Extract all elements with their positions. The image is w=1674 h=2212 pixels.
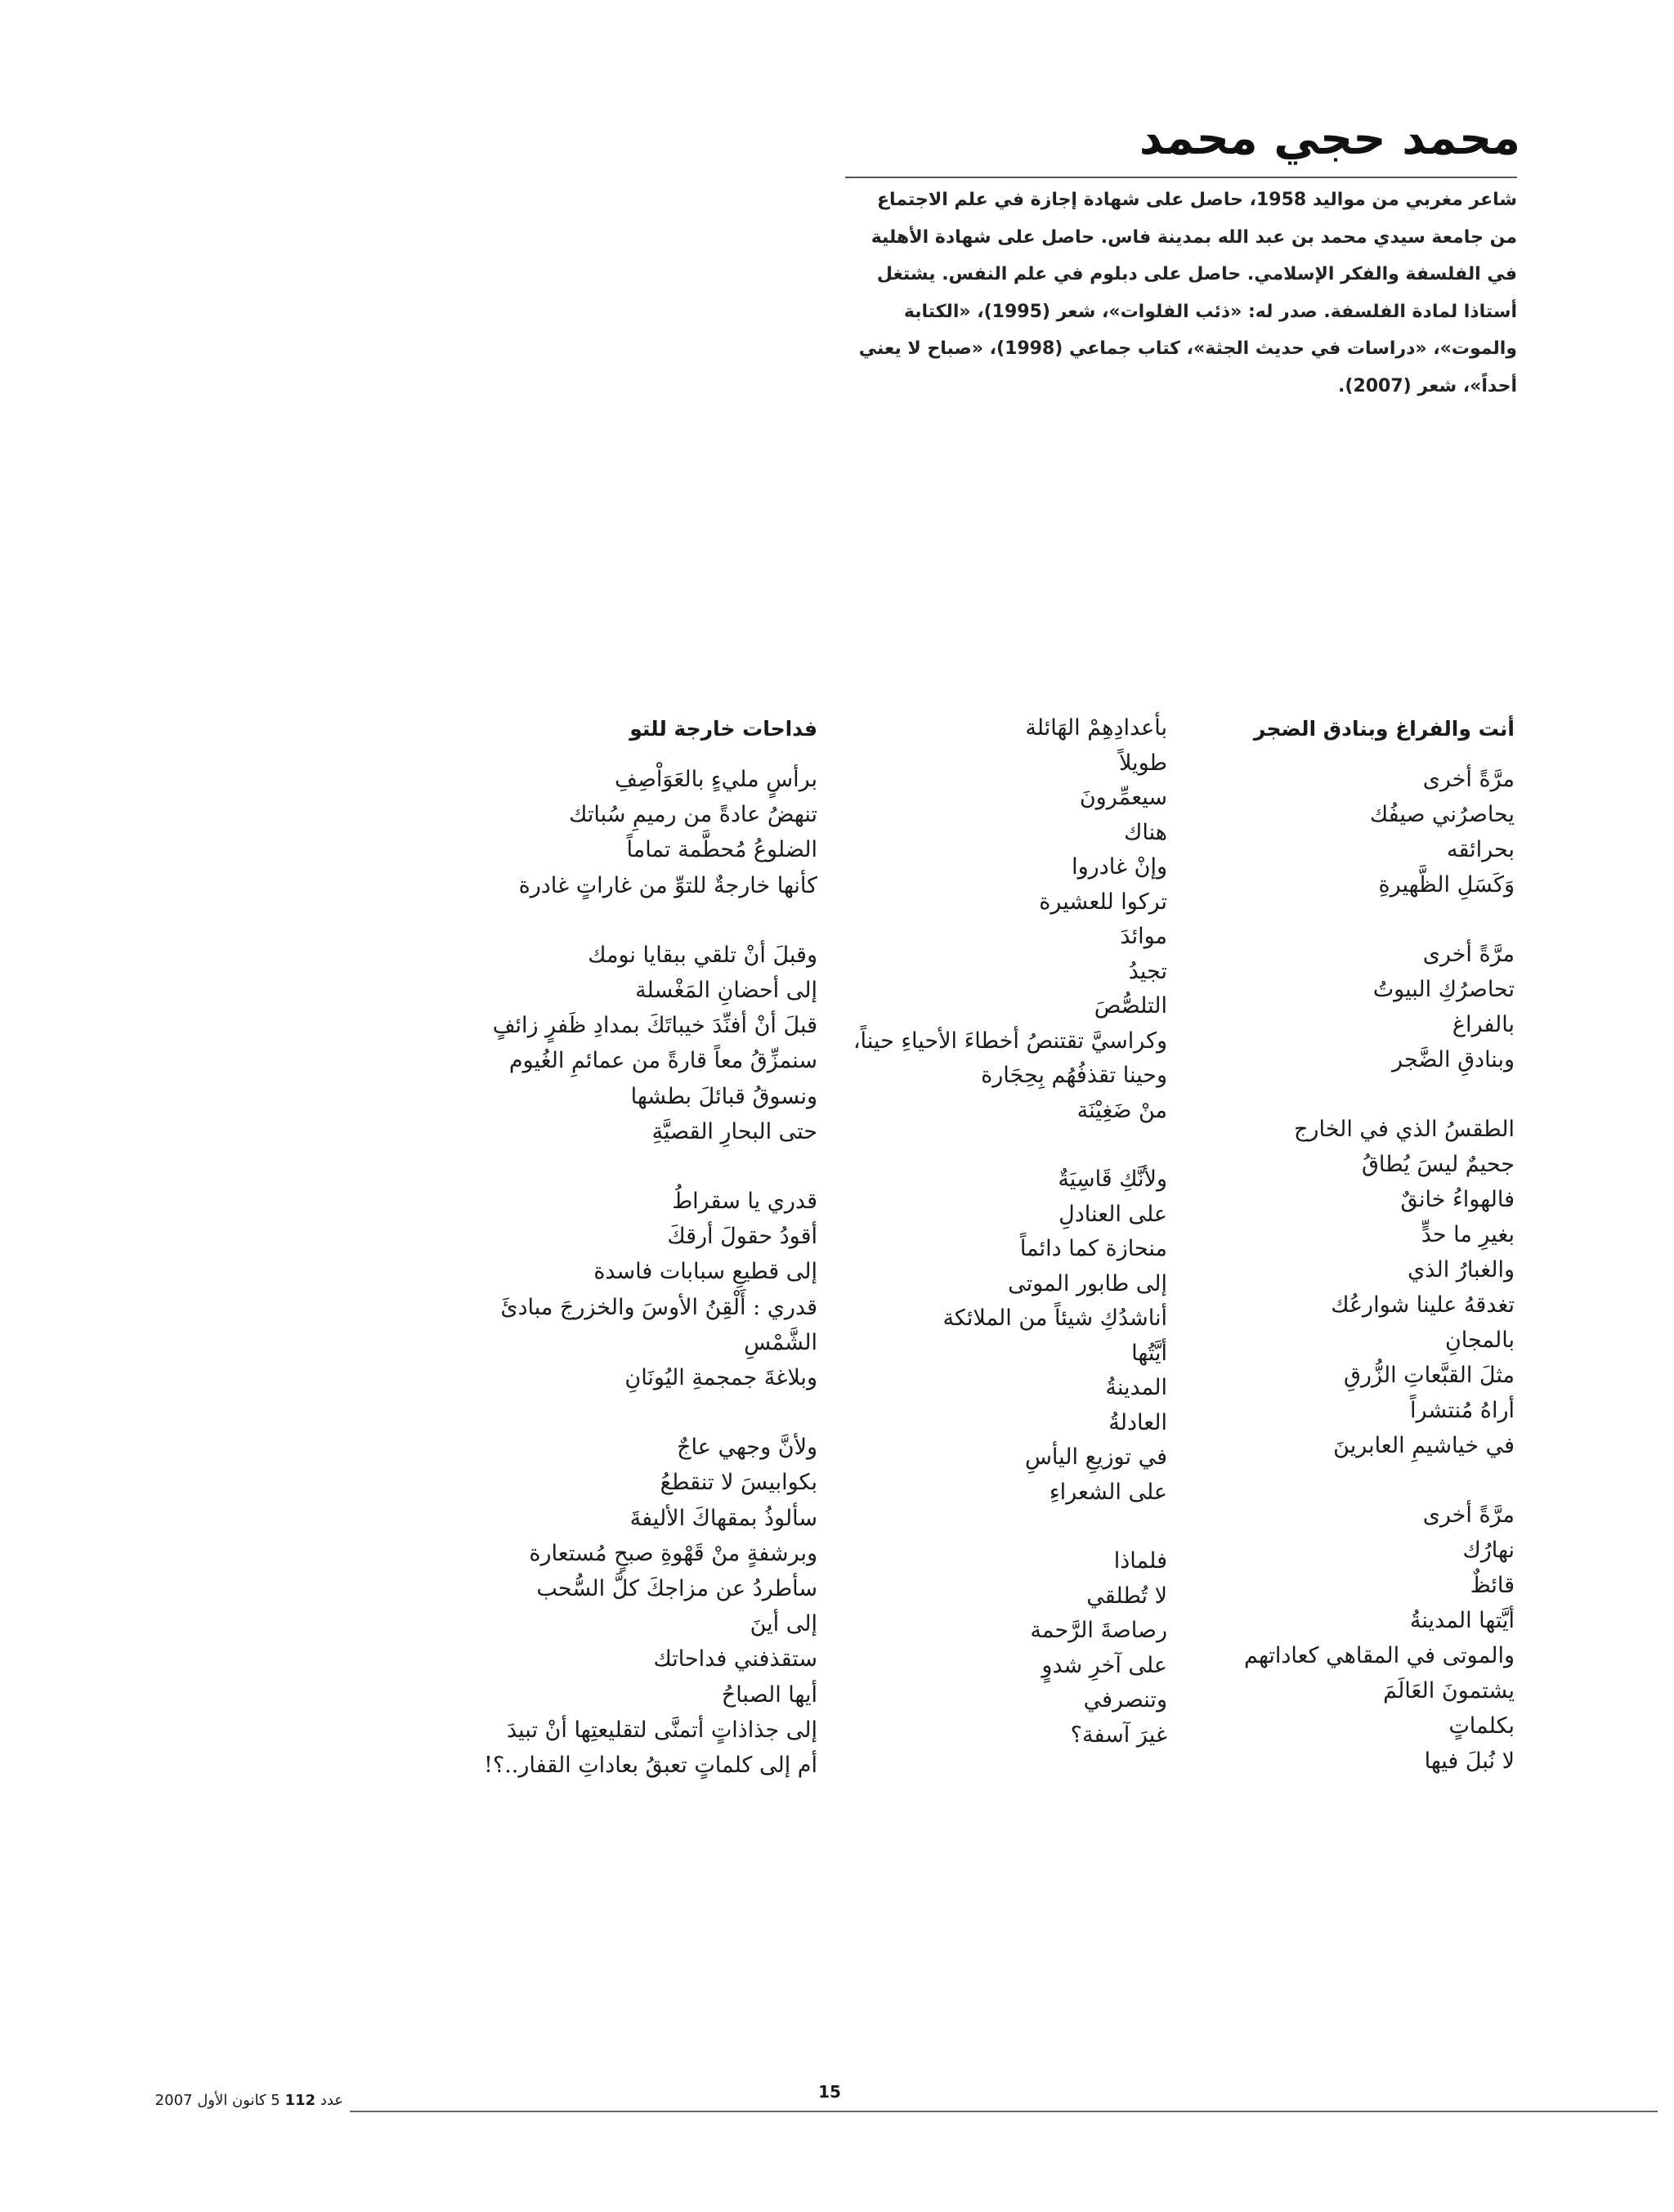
stanza: [824, 1544, 1167, 1753]
poem-line: سنمزِّقُ معاً قارةً من عمائمِ الغُيوم: [508, 1048, 817, 1074]
poem-line: قبلَ أنْ أفنِّدَ خيباتَكَ بمدادِ ظَفرٍ زائفٍ: [492, 1013, 817, 1039]
poem-line: مثلَ القبَّعاتِ الزُّرقِ: [1343, 1363, 1515, 1388]
poem-line: فلماذا: [1113, 1548, 1167, 1574]
poem-line: غيرَ آسفة؟: [1070, 1722, 1167, 1748]
poem-line: بغيرِ ما حدٍّ: [1421, 1222, 1515, 1247]
issue-info: [131, 2089, 343, 2112]
poem-line: سأطردُ عن مزاجكَ كلَّ السُّحب: [536, 1576, 817, 1602]
poem-line: أيَّتُها: [1131, 1340, 1167, 1366]
poem-line: وإنْ غادروا: [1072, 854, 1167, 880]
stanza: [425, 938, 817, 1149]
stanza: [1163, 1112, 1515, 1463]
poem-line: مرَّةً أخرى: [1422, 942, 1515, 967]
stanza: [425, 1430, 817, 1783]
poem-line: إلى أحضانِ المَغْسلة: [635, 978, 817, 1004]
poem-line: تحاصرُكِ البيوتُ: [1372, 977, 1515, 1002]
poem-line: في توزيعِ اليأسِ: [1024, 1444, 1167, 1470]
issue-date: 5 كانون الأول 2007: [154, 2092, 280, 2109]
poem-title-2: فداحات خارجة للتو: [629, 717, 817, 741]
poem-line: تنهضُ عادةً من رميمِ سُباتك: [569, 802, 817, 828]
poem-line: موائدَ: [1120, 924, 1167, 949]
poem-line: العادلةُ: [1108, 1409, 1167, 1435]
stanza: [425, 1184, 817, 1395]
poem-title-1: أنت والفراغ وبنادق الضجر: [1253, 717, 1515, 741]
poet-biography: شاعر مغربي من مواليد 1958، حاصل على شهادة إجازة في علم الاجتماع من جامعة سيدي محمد بن عبد الله بمدينة فاس. حاصل على شهادة الأهلية في الفلسفة والفكر الإسلامي. حاصل على دبلوم في علم النفس. يشتغل أستاذا لمادة الفلسفة. صدر له: «ذئب الفلوات»، شعر (1995)، «الكتابة والموت»، «دراسات في حديث الجثة»، كتاب جماعي (1998)، «صباح لا يعني أحداً»، شعر (2007).: [858, 190, 1517, 396]
poem-line: والموتى في المقاهي كعاداتهم: [1243, 1643, 1515, 1668]
poem-line: ستقذفني فداحاتك: [653, 1646, 817, 1672]
poem-line: مرَّةً أخرى: [1422, 767, 1515, 792]
bio-divider: [845, 177, 1517, 178]
poem-line: أقودُ حقولَ أرقكَ: [667, 1224, 817, 1250]
poem-line: حتى البحارِ القصيَّةِ: [651, 1118, 817, 1144]
poem-line: منْ ضَغِيْنَة: [1076, 1097, 1167, 1123]
poem-line: سيعمِّرونَ: [1079, 785, 1167, 810]
poem-line: في خياشيمِ العابرينَ: [1333, 1433, 1515, 1458]
poem-column-3: [425, 711, 817, 1817]
poem-line: تجيدُ: [1128, 958, 1167, 984]
poem-line: منحازة كما دائماً: [1019, 1236, 1167, 1261]
poem-line: بالمجانِ: [1444, 1328, 1515, 1353]
issue-label: عدد: [320, 2092, 343, 2109]
poem-line: إلى أينَ: [750, 1611, 817, 1637]
poem-line: ولأنَّكِ قَاسِيَةٌ: [1058, 1166, 1167, 1192]
poem-line: مرَّةً أخرى: [1422, 1502, 1515, 1528]
poem-line: الطقسُ الذي في الخارج: [1294, 1117, 1515, 1142]
stanza: [1163, 762, 1515, 902]
poem-line: لا نُبلَ فيها: [1424, 1749, 1515, 1774]
poem-line: بحرائقه: [1447, 837, 1515, 862]
poem-column-2: [824, 711, 1167, 1787]
poem-line: وبلاغةَ جمجمةِ اليُونَانِ: [624, 1365, 817, 1391]
stanza: [1163, 1498, 1515, 1779]
poem-line: بأعدادِهِمْ الهَائلة: [1025, 715, 1167, 741]
poem-line: كأنها خارجةٌ للتوِّ من غاراتٍ غادرة: [518, 872, 817, 898]
stanza: [1163, 937, 1515, 1077]
poem-line: الشَّمْسِ: [744, 1329, 817, 1355]
poem-line: تغدقهُ علينا شوارعُك: [1331, 1292, 1515, 1318]
poem-line: ولأنَّ وجهي عاجٌ: [677, 1435, 817, 1461]
poem-line: قدري : أَلْقِنُ الأوسَ والخزرجَ مبادئَ: [500, 1294, 817, 1320]
page-number: 15: [818, 2082, 841, 2102]
poem-line: بالفراغ: [1452, 1012, 1515, 1037]
poem-line: المدينةُ: [1105, 1375, 1167, 1400]
poem-line: وقبلَ أنْ تلقي ببقايا نومك: [588, 942, 817, 968]
poem-line: إلى طابور الموتى: [1008, 1270, 1167, 1296]
poem-line: يشتمونَ العَالَمَ: [1383, 1678, 1515, 1704]
poem-line: برأسٍ مليءٍ بالعَوَاْصِفِ: [615, 767, 817, 792]
poem-line: تركوا للعشيرة: [1039, 889, 1167, 915]
poem-line: والغبارُ الذي: [1408, 1257, 1515, 1283]
poem-line: بكلماتٍ: [1448, 1713, 1515, 1739]
poem-line: أراهُ مُنتشراً: [1409, 1398, 1515, 1423]
poem-line: أناشدُكِ شيئاً من الملائكة: [942, 1305, 1167, 1331]
poem-line: فالهواءُ خانقٌ: [1400, 1187, 1515, 1212]
poem-line: إلى قطيعِ سبابات فاسدة: [593, 1259, 817, 1285]
poem-line: قدري يا سقراطُ: [672, 1189, 817, 1215]
poem-line: على الشعراءِ: [1049, 1479, 1167, 1505]
stanza: [824, 711, 1167, 1128]
poem-line: على آخرِ شدوٍ: [1041, 1652, 1167, 1678]
stanza: [824, 1162, 1167, 1510]
poem-line: وكراسيَّ تقتنصُ أخطاءَ الأحياءِ حيناً،: [853, 1028, 1167, 1054]
poem-line: الضلوعُ مُحطَّمة تماماً: [626, 837, 817, 863]
poem-line: أيها الصباحُ: [721, 1681, 817, 1708]
poem-line: وتنصرفي: [1083, 1687, 1167, 1713]
poem-line: وبنادقِ الضَّجر: [1392, 1047, 1515, 1072]
poem-line: طويلاً: [1118, 750, 1167, 776]
poem-line: جحيمٌ ليسَ يُطاقُ: [1361, 1152, 1515, 1177]
footer-divider: [350, 2111, 1658, 2112]
poem-line: يحاصرُني صيفُك: [1369, 802, 1515, 827]
poem-line: رصاصةَ الرَّحمة: [1030, 1618, 1167, 1643]
stanza: [425, 762, 817, 903]
poem-column-1: [1163, 711, 1515, 1813]
poem-line: أم إلى كلماتٍ تعبقُ بعاداتِ القفار..؟!: [484, 1753, 817, 1779]
poem-line: وبرشفةٍ منْ قَهْوةِ صبحٍ مُستعارة: [529, 1540, 817, 1566]
poem-line: قائظٌ: [1470, 1573, 1515, 1598]
poem-line: أيَّتها المدينةُ: [1409, 1608, 1515, 1633]
poem-line: لا تُطلقي: [1086, 1583, 1167, 1609]
poem-line: هناك: [1124, 819, 1167, 845]
poem-line: بكوابيسَ لا تنقطعُ: [660, 1470, 817, 1496]
poem-line: نهارُك: [1462, 1538, 1515, 1563]
issue-number: 112: [284, 2092, 316, 2109]
poem-line: التلصُّصَ: [1094, 993, 1167, 1019]
poem-line: ونسوقُ قبائلَ بطشها: [630, 1083, 817, 1109]
poem-line: وَكَسَلِ الظَّهيرةِ: [1378, 872, 1515, 898]
poem-line: وحينا تقذفُهُم بِحِجَارة: [981, 1063, 1167, 1088]
poem-line: على العنادلِ: [1059, 1201, 1167, 1227]
poem-line: إلى جذاذاتٍ أتمنَّى لتقليعتِها أنْ تبيدَ: [506, 1717, 817, 1743]
poem-line: سألوذُ بمقهاكَ الأليفةَ: [629, 1505, 817, 1531]
poet-name-heading: محمد حجي محمد: [1139, 112, 1520, 165]
